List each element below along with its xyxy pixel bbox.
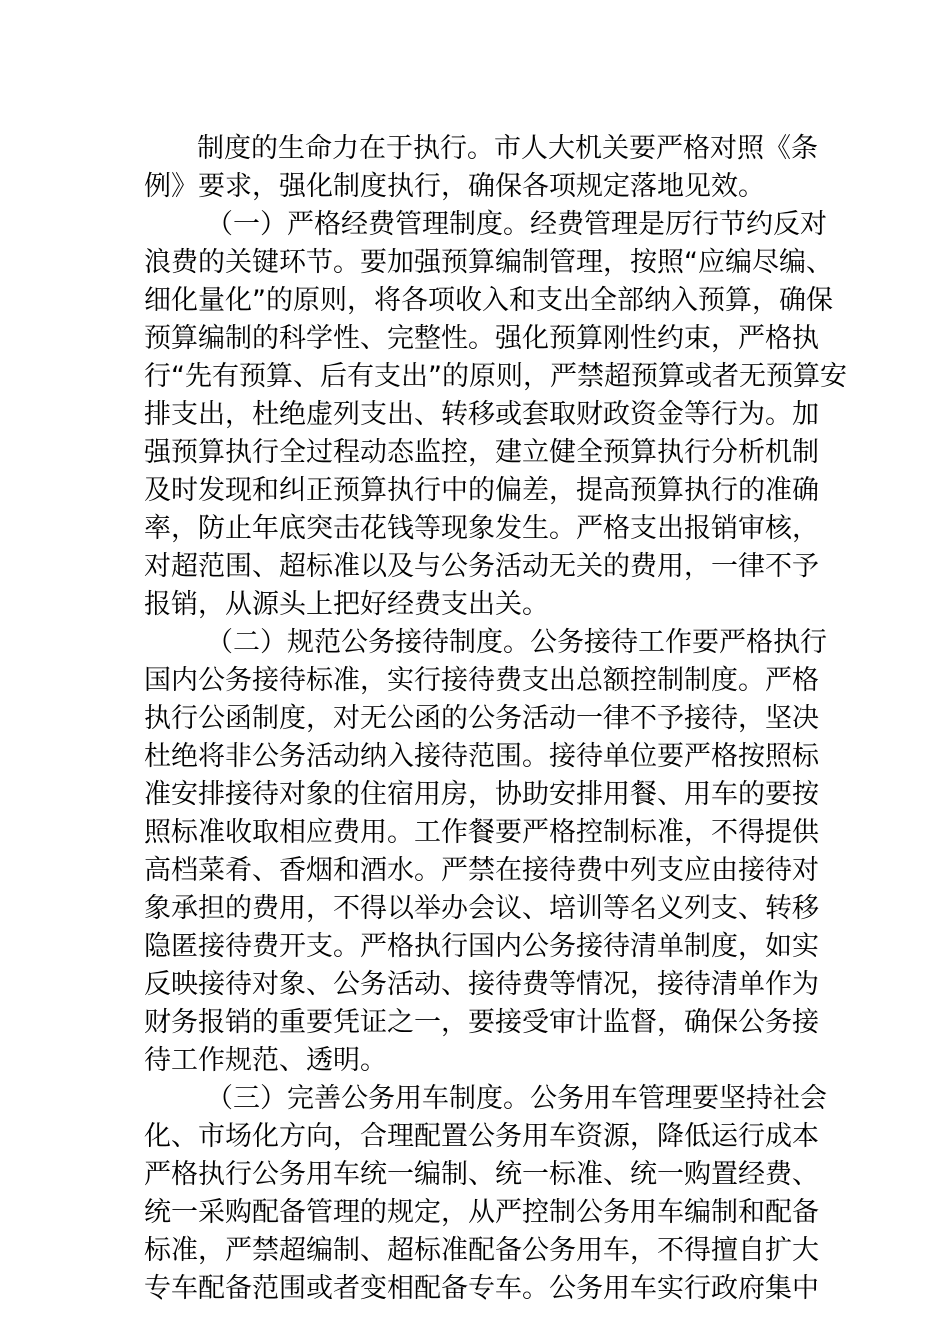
section-2-heading-line: （二）规范公务接待制度。公务接待工作要严格执行	[206, 627, 827, 658]
paragraph-intro-line-1: 制度的生命力在于执行。市人大机关要严格对照《条	[197, 133, 818, 164]
section-2-line-7: 高档菜肴、香烟和酒水。严禁在接待费中列支应由接待对	[144, 855, 819, 886]
section-2-line-5: 准安排接待对象的住宿用房，协助安排用餐、用车的要按	[144, 779, 819, 810]
section-3-line-2: 化、市场化方向，合理配置公务用车资源，降低运行成本	[144, 1121, 819, 1152]
section-2-line-2: 国内公务接待标准，实行接待费支出总额控制制度。严格	[144, 665, 819, 696]
section-3-heading-line: （三）完善公务用车制度。公务用车管理要坚持社会	[206, 1083, 827, 1114]
section-1-line-5: 行“先有预算、后有支出”的原则，严禁超预算或者无预算安	[144, 361, 847, 392]
section-1-line-11: 报销，从源头上把好经费支出关。	[144, 589, 549, 620]
section-1-line-4: 预算编制的科学性、完整性。强化预算刚性约束，严格执	[144, 323, 819, 354]
section-3-line-5: 标准，严禁超编制、超标准配备公务用车，不得擅自扩大	[144, 1235, 819, 1266]
section-1-line-2: 浪费的关键环节。要加强预算编制管理，按照“应编尽编、	[144, 247, 833, 278]
section-1-line-6: 排支出，杜绝虚列支出、转移或套取财政资金等行为。加	[144, 399, 819, 430]
section-1-line-10: 对超范围、超标准以及与公务活动无关的费用，一律不予	[144, 551, 819, 582]
section-2-line-11: 财务报销的重要凭证之一，要接受审计监督，确保公务接	[144, 1007, 819, 1038]
section-1-line-8: 及时发现和纠正预算执行中的偏差，提高预算执行的准确	[144, 475, 819, 506]
section-2-line-4: 杜绝将非公务活动纳入接待范围。接待单位要严格按照标	[144, 741, 819, 772]
section-1-line-9: 率，防止年底突击花钱等现象发生。严格支出报销审核，	[144, 513, 819, 544]
section-3-line-6: 专车配备范围或者变相配备专车。公务用车实行政府集中	[144, 1273, 819, 1304]
section-2-line-12: 待工作规范、透明。	[144, 1045, 387, 1076]
paragraph-intro-line-2: 例》要求，强化制度执行，确保各项规定落地见效。	[144, 171, 765, 202]
section-3-line-4: 统一采购配备管理的规定，从严控制公务用车编制和配备	[144, 1197, 819, 1228]
section-2-line-10: 反映接待对象、公务活动、接待费等情况，接待清单作为	[144, 969, 819, 1000]
section-3-line-3: 严格执行公务用车统一编制、统一标准、统一购置经费、	[144, 1159, 819, 1190]
section-1-line-3: 细化量化”的原则，将各项收入和支出全部纳入预算，确保	[144, 285, 833, 316]
section-2-line-3: 执行公函制度，对无公函的公务活动一律不予接待，坚决	[144, 703, 819, 734]
section-2-line-6: 照标准收取相应费用。工作餐要严格控制标准，不得提供	[144, 817, 819, 848]
section-2-line-9: 隐匿接待费开支。严格执行国内公务接待清单制度，如实	[144, 931, 819, 962]
section-1-heading-line: （一）严格经费管理制度。经费管理是厉行节约反对	[206, 209, 827, 240]
section-2-line-8: 象承担的费用，不得以举办会议、培训等名义列支、转移	[144, 893, 819, 924]
section-1-line-7: 强预算执行全过程动态监控，建立健全预算执行分析机制	[144, 437, 819, 468]
